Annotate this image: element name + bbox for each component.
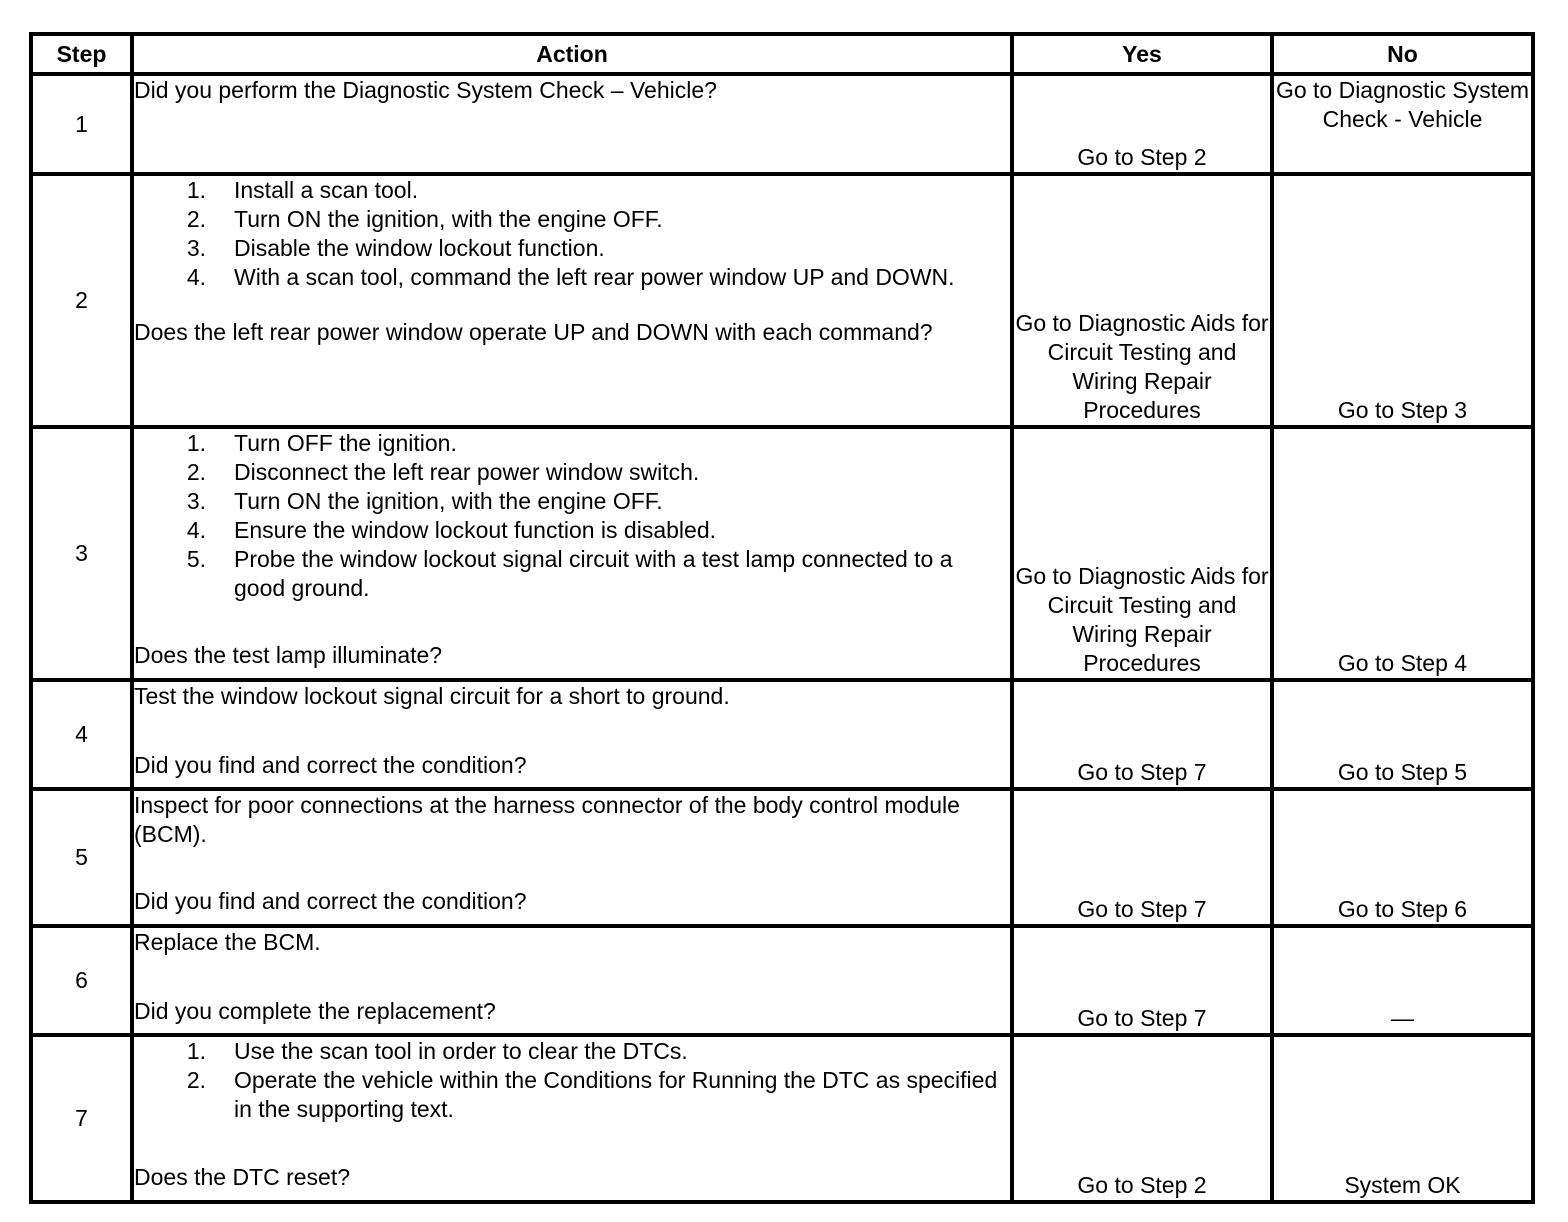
no-cell: Go to Step 3	[1272, 174, 1533, 427]
question-text: Does the left rear power window operate UP and DOWN with each command?	[134, 319, 933, 345]
question-text: Does the DTC reset?	[134, 1164, 351, 1190]
list-item: 3. Turn ON the ignition, with the engine OFF.	[186, 488, 663, 514]
list-item: 4. Ensure the window lockout function is disabled.	[186, 517, 717, 543]
list-item: 5. Probe the window lockout signal circuit with a test lamp connected to a good ground.	[186, 546, 953, 601]
action-cell	[132, 74, 1012, 174]
yes-cell: Go to Step 7	[1012, 680, 1272, 789]
no-cell: System OK	[1272, 1035, 1533, 1202]
table-row	[31, 926, 1533, 1035]
list-item: 2. Operate the vehicle within the Conditions for Running the DTC as specified in the supporting text.	[186, 1067, 998, 1122]
action-cell	[132, 174, 1012, 427]
table-row	[31, 174, 1533, 427]
list-item: 4. With a scan tool, command the left rear power window UP and DOWN.	[186, 264, 955, 290]
header-yes: Yes	[1012, 34, 1272, 74]
yes-cell: Go to Step 7	[1012, 926, 1272, 1035]
table-row	[31, 74, 1533, 174]
step-number: 3	[31, 427, 132, 680]
diagnostic-table	[29, 32, 1535, 1204]
table-row	[31, 427, 1533, 680]
header-action: Action	[132, 34, 1012, 74]
action-cell	[132, 789, 1012, 926]
header-row	[31, 34, 1533, 74]
step-number: 4	[31, 680, 132, 789]
yes-cell: Go to Step 2	[1012, 1035, 1272, 1202]
header-no: No	[1272, 34, 1533, 74]
step-number: 2	[31, 174, 132, 427]
question-text: Does the test lamp illuminate?	[134, 642, 443, 668]
action-cell	[132, 680, 1012, 789]
step-number: 6	[31, 926, 132, 1035]
yes-cell: Go to Diagnostic Aids for Circuit Testing and Wiring Repair Procedures	[1012, 174, 1272, 427]
action-text: Inspect for poor connections at the harness connector of the body control module (BCM).	[134, 792, 960, 847]
yes-cell: Go to Diagnostic Aids for Circuit Testing and Wiring Repair Procedures	[1012, 427, 1272, 680]
yes-cell: Go to Step 7	[1012, 789, 1272, 926]
question-text: Did you find and correct the condition?	[134, 752, 527, 778]
list-item: 2. Disconnect the left rear power window switch.	[186, 459, 700, 485]
step-number: 1	[31, 74, 132, 174]
no-cell: Go to Step 6	[1272, 789, 1533, 926]
list-item: 1. Install a scan tool.	[186, 177, 419, 203]
list-item: 2. Turn ON the ignition, with the engine OFF.	[186, 206, 663, 232]
no-cell: —	[1272, 926, 1533, 1035]
question-text: Did you find and correct the condition?	[134, 888, 527, 914]
header-step: Step	[31, 34, 132, 74]
action-cell	[132, 427, 1012, 680]
question-text: Did you complete the replacement?	[134, 998, 496, 1024]
instruction-list	[134, 176, 1010, 292]
table-row	[31, 1035, 1533, 1202]
instruction-list	[134, 1037, 1010, 1124]
list-item: 3. Disable the window lockout function.	[186, 235, 605, 261]
table-row	[31, 789, 1533, 926]
action-text: Test the window lockout signal circuit for a short to ground.	[134, 683, 730, 709]
step-number: 7	[31, 1035, 132, 1202]
list-item: 1. Use the scan tool in order to clear the DTCs.	[186, 1038, 688, 1064]
action-cell	[132, 926, 1012, 1035]
instruction-list	[134, 429, 1010, 603]
no-cell: Go to Step 4	[1272, 427, 1533, 680]
no-cell: Go to Step 5	[1272, 680, 1533, 789]
list-item: 1. Turn OFF the ignition.	[186, 430, 457, 456]
no-cell: Go to Diagnostic System Check - Vehicle	[1272, 74, 1533, 174]
action-text: Did you perform the Diagnostic System Check – Vehicle?	[134, 77, 717, 103]
step-number: 5	[31, 789, 132, 926]
action-text: Replace the BCM.	[134, 929, 321, 955]
yes-cell: Go to Step 2	[1012, 74, 1272, 174]
action-cell	[132, 1035, 1012, 1202]
table-row	[31, 680, 1533, 789]
